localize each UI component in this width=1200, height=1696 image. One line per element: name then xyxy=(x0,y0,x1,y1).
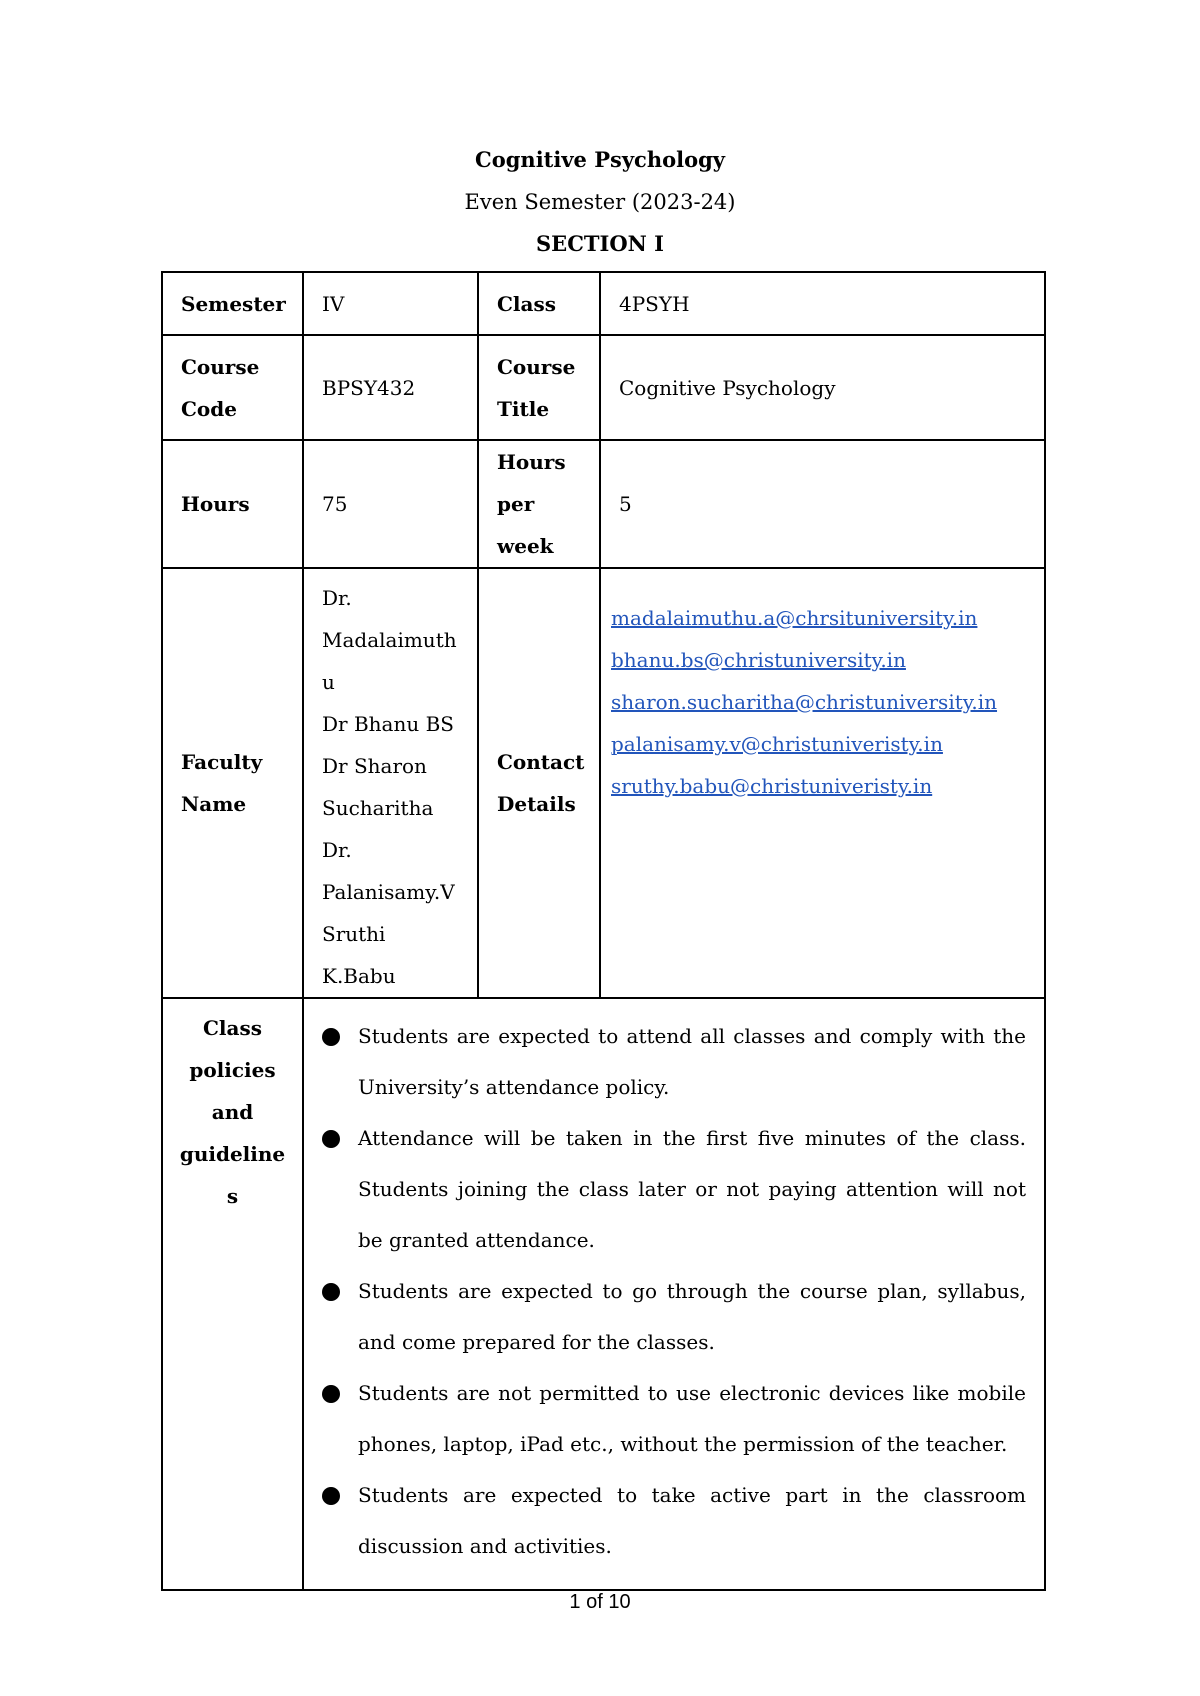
list-item xyxy=(316,1113,1026,1266)
hours-per-week-value: 5 xyxy=(600,440,1045,568)
email-link[interactable]: palanisamy.v@christuniveristy.in xyxy=(611,732,943,756)
faculty-name: Dr Bhanu BS xyxy=(322,712,454,736)
email-link[interactable]: madalaimuthu.a@chrsituniversity.in xyxy=(611,606,978,630)
class-label: Class xyxy=(478,272,600,335)
email-link[interactable]: sharon.sucharitha@christuniversity.in xyxy=(611,690,998,714)
hours-per-week-label: Hours per week xyxy=(478,440,600,568)
policy-text: Attendance will be taken in the first five minutes of the class. Students joining the class later or not paying attention will not be granted attendance. xyxy=(358,1126,1026,1252)
policies-list xyxy=(310,1005,1034,1578)
contact-label: Contact Details xyxy=(478,568,600,998)
email-link[interactable]: sruthy.babu@christuniveristy.in xyxy=(611,774,933,798)
bullet-icon xyxy=(322,1385,340,1403)
faculty-name: Dr. Palanisamy.V xyxy=(322,838,455,904)
faculty-label: Faculty Name xyxy=(162,568,303,998)
document-title: Cognitive Psychology xyxy=(475,147,725,172)
page-indicator: 1 of 10 xyxy=(569,1591,631,1613)
bullet-icon xyxy=(322,1283,340,1301)
policies-cell xyxy=(303,998,1045,1590)
policy-text: Students are expected to take active part in the classroom discussion and activities. xyxy=(358,1483,1026,1558)
course-title-label: Course Title xyxy=(478,335,600,440)
faculty-name: Dr Sharon Sucharitha xyxy=(322,754,434,820)
bullet-icon xyxy=(322,1028,340,1046)
faculty-name: Sruthi K.Babu xyxy=(322,922,396,988)
course-code-value: BPSY432 xyxy=(303,335,478,440)
hours-value: 75 xyxy=(303,440,478,568)
table-row xyxy=(162,335,1045,440)
course-code-label: Course Code xyxy=(162,335,303,440)
table-row xyxy=(162,568,1045,998)
email-link[interactable]: bhanu.bs@christuniversity.in xyxy=(611,648,906,672)
class-value: 4PSYH xyxy=(600,272,1045,335)
course-info-table xyxy=(161,271,1046,1591)
bullet-icon xyxy=(322,1487,340,1505)
policy-text: Students are expected to go through the course plan, syllabus, and come prepared for the classes. xyxy=(358,1279,1026,1354)
list-item xyxy=(316,1368,1026,1470)
policy-text: Students are not permitted to use electronic devices like mobile phones, laptop, iPad etc., without the permission of the teacher. xyxy=(358,1381,1026,1456)
table-row xyxy=(162,998,1045,1590)
document-subtitle: Even Semester (2023-24) xyxy=(464,190,736,214)
list-item xyxy=(316,1470,1026,1572)
list-item xyxy=(316,1266,1026,1368)
section-heading: SECTION I xyxy=(536,231,664,256)
bullet-icon xyxy=(322,1130,340,1148)
contact-list xyxy=(600,568,1045,998)
table-row xyxy=(162,440,1045,568)
faculty-name: Dr. Madalaimuthu xyxy=(322,586,457,694)
semester-label: Semester xyxy=(162,272,303,335)
hours-label: Hours xyxy=(162,440,303,568)
policies-label: Class policies and guidelines xyxy=(162,998,303,1590)
faculty-list xyxy=(303,568,478,998)
table-row xyxy=(162,272,1045,335)
semester-value: IV xyxy=(303,272,478,335)
list-item xyxy=(316,1011,1026,1113)
course-title-value: Cognitive Psychology xyxy=(600,335,1045,440)
policy-text: Students are expected to attend all classes and comply with the University’s attendance policy. xyxy=(358,1024,1026,1099)
